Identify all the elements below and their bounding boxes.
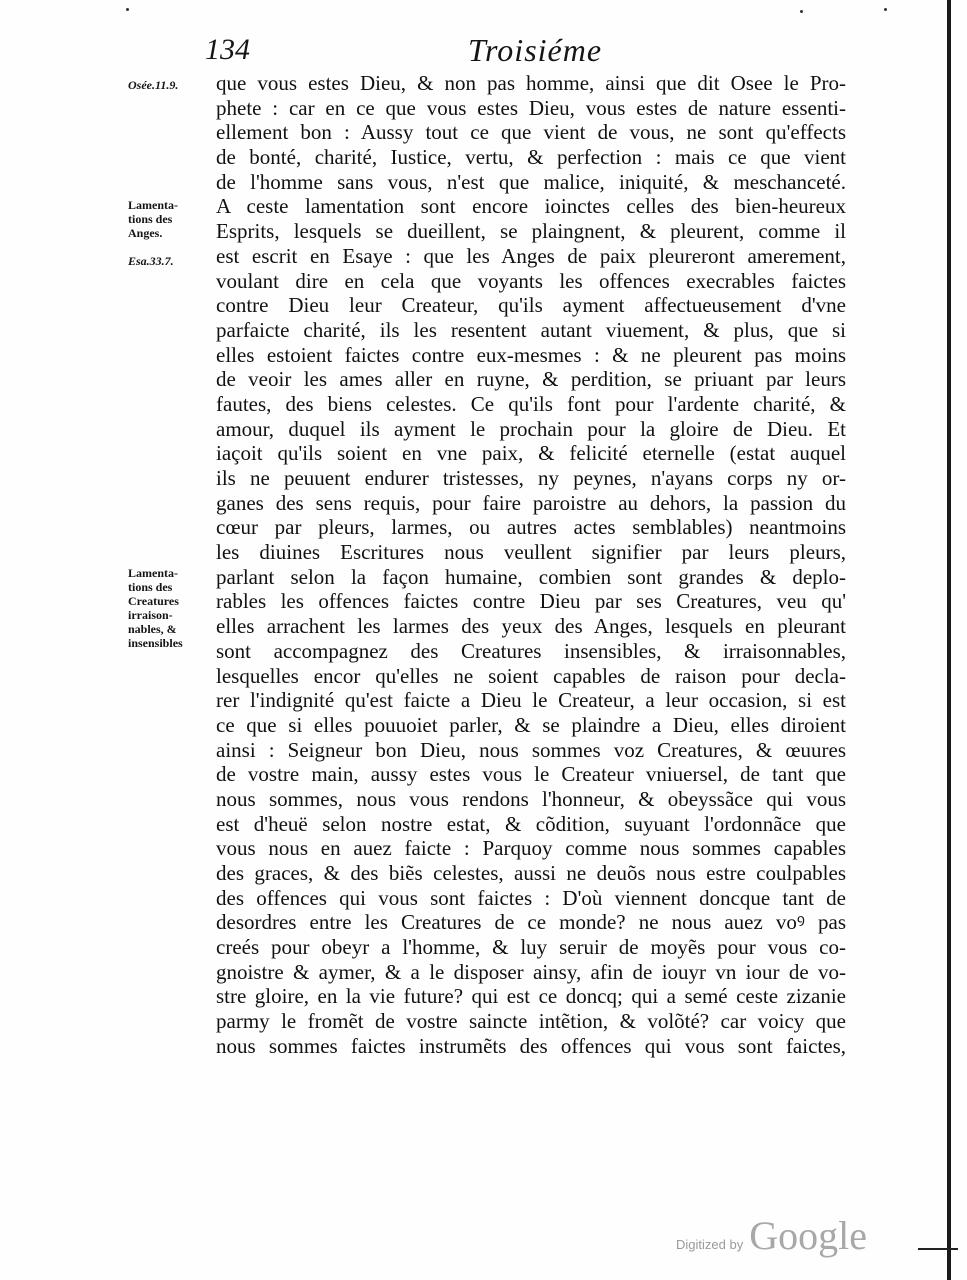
- body-line: ellement bon : Aussy tout ce que vient de vous, ne sont qu'effects: [216, 120, 846, 145]
- watermark-prefix: Digitized by: [676, 1237, 744, 1252]
- body-line: A ceste lamentation sont encore ioinctes celles des bien-heureux: [216, 194, 846, 219]
- body-line: elles arrachent les larmes des yeux des Anges, lesquels en pleurant: [216, 614, 846, 639]
- margin-note-line: irraison-: [128, 608, 173, 622]
- margin-note-esaie: [128, 254, 212, 268]
- body-line: parmy le fromẽt de vostre saincte intẽtion, & volõté? car voicy que: [216, 1009, 846, 1034]
- digitized-watermark: [676, 1212, 867, 1262]
- margin-note-line: tions des: [128, 212, 173, 226]
- margin-note-line: Esa.33.7.: [128, 254, 174, 268]
- body-line: ainsi : Seigneur bon Dieu, nous sommes voz Creatures, & œuures: [216, 737, 846, 762]
- body-line: voulant dire en cela que voyants les offences execrables faictes: [216, 268, 846, 293]
- margin-note-line: Lamenta-: [128, 198, 178, 212]
- body-line: stre gloire, en la vie future? qui est ce doncq; qui a semé ceste zizanie: [216, 984, 846, 1009]
- body-line: parfaicte charité, ils les resentent autant viuement, & plus, que si: [216, 317, 846, 342]
- body-line: cœur par pleurs, larmes, ou autres actes semblables) neantmoins: [216, 515, 846, 540]
- page-header: [205, 32, 625, 72]
- body-line: nous sommes faictes instrumẽts des offences qui vous sont faictes,: [216, 1033, 846, 1058]
- body-line: des graces, & des biẽs celestes, aussi ne deuõs nous estre coulpables: [216, 861, 846, 885]
- corner-dash-mark: [918, 1248, 958, 1250]
- margin-note-line: Anges.: [128, 226, 163, 240]
- body-line: fautes, des biens celestes. Ce qu'ils font pour l'ardente charité, &: [216, 391, 846, 416]
- body-line: de veoir les ames aller en ruyne, & perdition, se priuant par leurs: [216, 367, 846, 392]
- margin-note-line: insensibles: [128, 636, 183, 650]
- body-line: creés pour obeyr a l'homme, & luy seruir de moyẽs pour vous co-: [216, 935, 846, 960]
- margin-note-line: Creatures: [128, 594, 179, 608]
- body-line: est escrit en Esaye : que les Anges de paix pleureront amerement,: [216, 243, 846, 268]
- body-line: ce que si elles pouuoiet parler, & se plaindre a Dieu, elles diroient: [216, 712, 846, 737]
- margin-note-line: nables, &: [128, 622, 177, 636]
- body-line: ganes des sens requis, pour faire paroistre au dehors, la passion du: [216, 490, 846, 515]
- body-line: contre Dieu leur Createur, qu'ils ayment affectueusement d'vne: [216, 293, 846, 318]
- body-line: rables les offences faictes contre Dieu par ses Creatures, veu qu': [216, 589, 846, 614]
- body-line: des offences qui vous sont faictes : D'où viennent doncque tant de: [216, 885, 846, 910]
- body-line: de bonté, charité, Iustice, vertu, & perfection : mais ce que vient: [216, 145, 846, 170]
- body-line: rer l'indignité qu'est faicte a Dieu le Createur, a leur occasion, si est: [216, 688, 846, 713]
- margin-note-lamentations-anges: [128, 198, 212, 240]
- body-line: vous nous en auez faicte : Parquoy comme nous sommes capables: [216, 836, 846, 861]
- margin-note-line: tions des: [128, 580, 173, 594]
- body-line: sont accompagnez des Creatures insensibles, & irraisonnables,: [216, 638, 846, 663]
- watermark-logo: Google: [749, 1213, 867, 1258]
- body-line: est d'heuë selon nostre estat, & cõdition, suyuant l'ordonnãce que: [216, 811, 846, 836]
- margin-note-line: Osée.11.9.: [128, 78, 179, 92]
- body-line: les diuines Escritures nous veullent signifier par leurs pleurs,: [216, 540, 846, 565]
- margin-note-osee: [128, 78, 212, 92]
- body-line: amour, duquel ils ayment le prochain pour la gloire de Dieu. Et: [216, 416, 846, 441]
- body-line: de l'homme sans vous, n'est que malice, iniquité, & meschanceté.: [216, 169, 846, 194]
- body-line: ils ne peuuent endurer tristesses, ny peynes, n'ayans corps ny or-: [216, 466, 846, 490]
- body-line: lesquelles encor qu'elles ne soient capables de raison pour decla-: [216, 663, 846, 688]
- page-number: 134: [205, 33, 250, 66]
- body-text: [216, 71, 846, 1059]
- body-line: que vous estes Dieu, & non pas homme, ainsi que dit Osee le Pro-: [216, 71, 846, 95]
- body-line: nous sommes, nous vous rendons l'honneur, & obeyssãce qui vous: [216, 786, 846, 811]
- margin-note-lamentations-creatures: [128, 566, 212, 650]
- body-line: Esprits, lesquels se dueillent, se plaingnent, & pleurent, comme il: [216, 219, 846, 244]
- body-line: elles estoient faictes contre eux-mesmes : & ne pleurent pas moins: [216, 342, 846, 367]
- margin-note-line: Lamenta-: [128, 566, 178, 580]
- body-line: iaçoit qu'ils soient en vne paix, & felicité eternelle (estat auquel: [216, 441, 846, 466]
- page-edge-rule: [947, 0, 951, 1280]
- body-line: gnoistre & aymer, & a le disposer ainsy, afin de iouyr vn iour de vo-: [216, 959, 846, 984]
- running-head: Troisiéme: [468, 32, 603, 68]
- body-line: desordres entre les Creatures de ce monde? ne nous auez voꝰ pas: [216, 910, 846, 935]
- body-line: de vostre main, aussy estes vous le Createur vniuersel, de tant que: [216, 762, 846, 787]
- body-line: phete : car en ce que vous estes Dieu, vous estes de nature essenti-: [216, 95, 846, 120]
- body-line: parlant selon la façon humaine, combien sont grandes & deplo-: [216, 564, 846, 589]
